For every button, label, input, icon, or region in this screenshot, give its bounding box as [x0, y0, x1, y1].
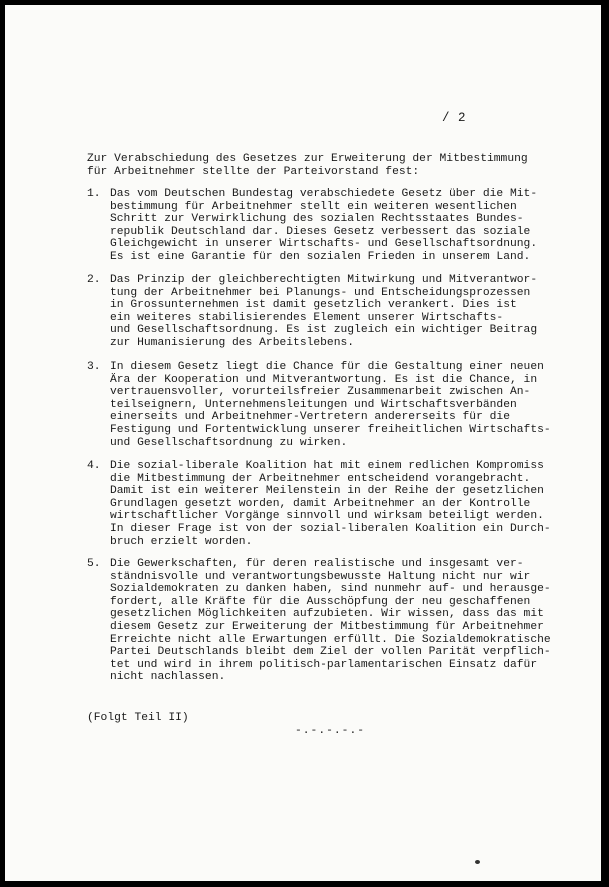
item-line: Sozialdemokraten zu danken haben, sind nunmehr auf- und herausge- [110, 583, 551, 596]
item-number: 3. [87, 361, 101, 373]
item-line: Partei Deutschlands bleibt dem Ziel der vollen Parität verpflich- [110, 646, 551, 659]
item-line: Gleichgewicht in unserer Wirtschafts- und Gesellschaftsordnung. [110, 238, 538, 251]
intro-line: Zur Verabschiedung des Gesetzes zur Erweiterung der Mitbestimmung [87, 153, 528, 165]
item-text [110, 460, 590, 548]
item-line: teilseignern, Unternehmensleitungen und Wirtschaftsverbänden [110, 398, 517, 411]
item-line: nicht nachlassen. [110, 671, 226, 684]
item-line: ein weiteres stabilisierendes Element unserer Wirtschafts- [110, 311, 504, 324]
intro-paragraph [87, 153, 587, 178]
item-line: Die Gewerkschaften, für deren realistische und insgesamt ver- [110, 558, 524, 570]
item-line: Grundlagen gesetzt worden, damit Arbeitnehmer an der Kontrolle [110, 497, 531, 510]
item-text [110, 558, 590, 684]
item-line: zur Humanisierung des Arbeitslebens. [110, 336, 355, 349]
separator-line: -.-.-.-.- [295, 725, 366, 737]
item-line: fordert, alle Kräfte für die Ausschöpfung der neu geschaffenen [110, 595, 531, 608]
item-number: 4. [87, 460, 101, 472]
item-line: und Gesellschaftsordnung. Es ist zugleich ein wichtiger Beitrag [110, 324, 538, 337]
item-line: und Gesellschaftsordnung zu wirken. [110, 436, 348, 449]
item-line: Das vom Deutschen Bundestag verabschiedete Gesetz über die Mit- [110, 188, 538, 200]
item-line: Festigung und Fortentwicklung unserer freiheitlichen Wirtschafts- [110, 423, 551, 436]
item-line: vertrauensvoller, vorurteilsfreier Zusammenarbeit zwischen An- [110, 386, 531, 399]
item-line: tung der Arbeitnehmer bei Planungs- und Entscheidungsprozessen [110, 286, 531, 299]
page-number: / 2 [442, 111, 467, 125]
item-text [110, 274, 590, 350]
item-line: bruch erzielt worden. [110, 535, 253, 548]
item-line: Es ist eine Garantie für den sozialen Frieden in unserem Land. [110, 250, 531, 263]
item-line: die Mitbestimmung der Arbeitnehmer entscheidend vorangebracht. [110, 472, 531, 485]
item-text [110, 188, 590, 264]
item-line: tet und wird in ihrem politisch-parlamentarischen Einsatz dafür [110, 658, 538, 671]
item-line: Die sozial-liberale Koalition hat mit einem redlichen Kompromiss [110, 460, 544, 472]
item-number: 5. [87, 558, 101, 570]
item-line: Schritt zur Verwirklichung des sozialen Rechtsstaates Bundes- [110, 213, 524, 226]
item-line: Erreichte nicht alle Erwartungen erfüllt. Die Sozialdemokratische [110, 633, 551, 646]
item-number: 2. [87, 274, 101, 286]
item-text [110, 361, 590, 449]
item-line: bestimmung für Arbeitnehmer stellt ein weiteren wesentlichen [110, 200, 517, 213]
item-line: wirtschaftlicher Vorgänge sinnvoll und wirksam beteiligt werden. [110, 510, 544, 523]
item-line: in Grossunternehmen ist damit gesetzlich verankert. Dies ist [110, 299, 517, 312]
item-line: diesem Gesetz zur Erweiterung der Mitbestimmung für Arbeitnehmer [110, 620, 544, 633]
item-line: In dieser Frage ist von der sozial-liberalen Koalition ein Durch- [110, 522, 551, 535]
item-line: Ära der Kooperation und Mitverantwortung. Es ist die Chance, in [110, 373, 538, 386]
item-line: Das Prinzip der gleichberechtigten Mitwirkung und Mitverantwor- [110, 274, 538, 286]
scan-speck [475, 860, 480, 864]
document-page [5, 5, 601, 881]
intro-line: für Arbeitnehmer stellte der Parteivorstand fest: [87, 165, 420, 178]
item-line: In diesem Gesetz liegt die Chance für die Gestaltung einer neuen [110, 361, 544, 373]
item-number: 1. [87, 188, 101, 200]
continuation-note: (Folgt Teil II) [87, 712, 189, 724]
item-line: einerseits und Arbeitnehmer-Vertretern andererseits für die [110, 411, 510, 424]
item-line: republik Deutschland dar. Dieses Gesetz verbessert das soziale [110, 225, 531, 238]
item-line: Damit ist ein weiterer Meilenstein in der Reihe der gesetzlichen [110, 485, 544, 498]
item-line: gesetzlichen Möglichkeiten aufzubieten. Wir wissen, dass das mit [110, 608, 544, 621]
item-line: ständnisvolle und verantwortungsbewusste Haltung nicht nur wir [110, 570, 531, 583]
